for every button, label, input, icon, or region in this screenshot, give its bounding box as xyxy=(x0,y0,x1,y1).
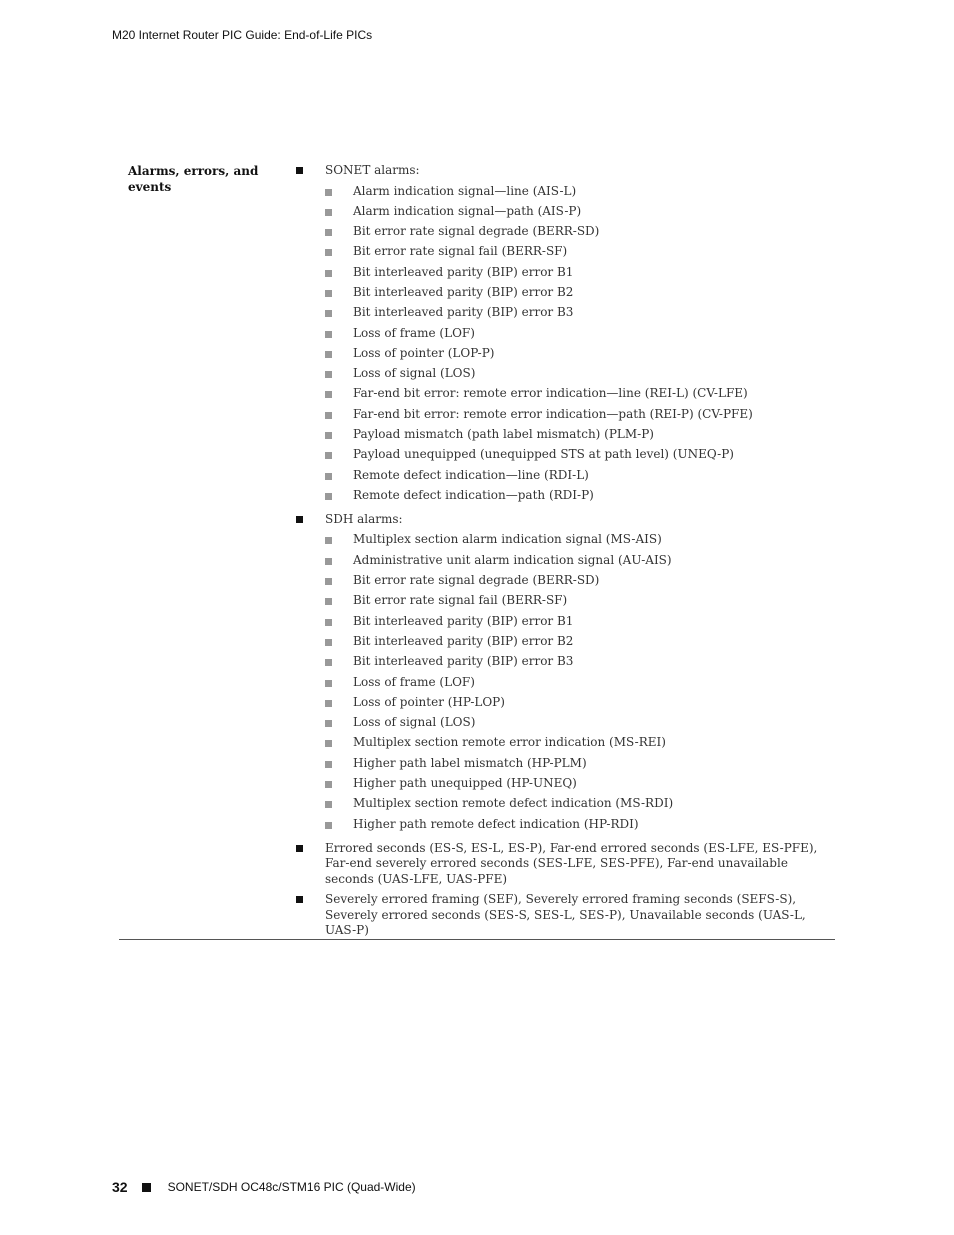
square-bullet-icon xyxy=(325,229,332,236)
square-bullet-icon xyxy=(325,209,332,216)
list-item-errored-seconds: Errored seconds (ES-S, ES-L, ES-P), Far-end errored seconds (ES-LFE, ES-PFE), Far-end severely errored seconds (SES-LFE, SES-PFE), Far-end unavailable seconds (UAS-LFE, UAS-PFE) xyxy=(296,841,836,888)
list-item: Bit error rate signal degrade (BERR-SD) xyxy=(325,573,836,588)
list-item: Bit interleaved parity (BIP) error B3 xyxy=(325,305,836,320)
page-number: 32 xyxy=(112,1179,128,1195)
list-item: Payload mismatch (path label mismatch) (PLM-P) xyxy=(325,427,836,442)
list-item: Loss of signal (LOS) xyxy=(325,366,836,381)
list-item: Loss of frame (LOF) xyxy=(325,675,836,690)
list-item: Far-end bit error: remote error indication—line (REI-L) (CV-LFE) xyxy=(325,386,836,401)
square-bullet-icon xyxy=(325,558,332,565)
list-item: Bit interleaved parity (BIP) error B2 xyxy=(325,634,836,649)
square-bullet-icon xyxy=(325,537,332,544)
square-bullet-icon xyxy=(296,167,303,174)
square-bullet-icon xyxy=(325,249,332,256)
square-bullet-icon xyxy=(325,412,332,419)
list-item: Bit interleaved parity (BIP) error B1 xyxy=(325,265,836,280)
list-item: Far-end bit error: remote error indication—path (REI-P) (CV-PFE) xyxy=(325,407,836,422)
square-bullet-icon xyxy=(325,578,332,585)
list-item: Higher path unequipped (HP-UNEQ) xyxy=(325,776,836,791)
page-footer xyxy=(112,1179,416,1195)
list-item: Alarm indication signal—line (AIS-L) xyxy=(325,184,836,199)
footer-section-title: SONET/SDH OC48c/STM16 PIC (Quad-Wide) xyxy=(167,1180,416,1194)
list-item: Bit interleaved parity (BIP) error B1 xyxy=(325,614,836,629)
list-item: Remote defect indication—line (RDI-L) xyxy=(325,468,836,483)
square-bullet-icon xyxy=(325,761,332,768)
table-bottom-rule xyxy=(119,939,835,940)
sdh-title: SDH alarms: xyxy=(325,511,403,526)
list-item: Bit error rate signal fail (BERR-SF) xyxy=(325,593,836,608)
list-item: Loss of pointer (LOP-P) xyxy=(325,346,836,361)
list-item: Loss of frame (LOF) xyxy=(325,326,836,341)
row-label: Alarms, errors, and events xyxy=(128,164,259,194)
square-bullet-icon xyxy=(325,351,332,358)
square-bullet-icon xyxy=(325,391,332,398)
list-item: Higher path remote defect indication (HP-RDI) xyxy=(325,817,836,832)
square-bullet-icon xyxy=(325,740,332,747)
sonet-title: SONET alarms: xyxy=(325,163,420,177)
square-bullet-icon xyxy=(296,896,303,903)
square-bullet-icon xyxy=(325,659,332,666)
square-bullet-icon xyxy=(325,822,332,829)
square-bullet-icon xyxy=(296,845,303,852)
alarm-list xyxy=(296,163,836,939)
list-item: Bit error rate signal fail (BERR-SF) xyxy=(325,244,836,259)
sdh-alarm-list xyxy=(325,532,836,831)
square-bullet-icon xyxy=(325,639,332,646)
square-bullet-icon xyxy=(325,680,332,687)
square-bullet-icon xyxy=(325,371,332,378)
square-bullet-icon xyxy=(325,619,332,626)
square-bullet-icon xyxy=(296,516,303,523)
square-bullet-icon xyxy=(325,801,332,808)
list-item-sdh xyxy=(296,512,836,832)
list-item: Bit interleaved parity (BIP) error B2 xyxy=(325,285,836,300)
square-bullet-icon xyxy=(325,452,332,459)
square-bullet-icon xyxy=(325,331,332,338)
list-item: Loss of signal (LOS) xyxy=(325,715,836,730)
list-item-sonet xyxy=(296,163,836,503)
square-bullet-icon xyxy=(325,290,332,297)
list-item: Alarm indication signal—path (AIS-P) xyxy=(325,204,836,219)
square-bullet-icon xyxy=(325,270,332,277)
list-item: Higher path label mismatch (HP-PLM) xyxy=(325,756,836,771)
square-bullet-icon xyxy=(325,493,332,500)
square-separator-icon xyxy=(142,1183,151,1192)
list-item: Loss of pointer (HP-LOP) xyxy=(325,695,836,710)
square-bullet-icon xyxy=(325,700,332,707)
sonet-alarm-list xyxy=(325,184,836,503)
list-item: Bit interleaved parity (BIP) error B3 xyxy=(325,654,836,669)
square-bullet-icon xyxy=(325,473,332,480)
square-bullet-icon xyxy=(325,432,332,439)
square-bullet-icon xyxy=(325,598,332,605)
list-item: Payload unequipped (unequipped STS at path level) (UNEQ-P) xyxy=(325,447,836,462)
feature-description xyxy=(296,163,836,944)
square-bullet-icon xyxy=(325,781,332,788)
square-bullet-icon xyxy=(325,189,332,196)
square-bullet-icon xyxy=(325,310,332,317)
list-item: Multiplex section alarm indication signal (MS-AIS) xyxy=(325,532,836,547)
list-item: Multiplex section remote error indication (MS-REI) xyxy=(325,735,836,750)
list-item: Bit error rate signal degrade (BERR-SD) xyxy=(325,224,836,239)
square-bullet-icon xyxy=(325,720,332,727)
running-header: M20 Internet Router PIC Guide: End-of-Life PICs xyxy=(112,28,373,42)
list-item: Administrative unit alarm indication signal (AU-AIS) xyxy=(325,553,836,568)
list-item: Remote defect indication—path (RDI-P) xyxy=(325,488,836,503)
list-item-framing: Severely errored framing (SEF), Severely errored framing seconds (SEFS-S), Severely errored seconds (SES-S, SES-L, SES-P), Unavailable seconds (UAS-L, UAS-P) xyxy=(296,892,836,939)
list-item: Multiplex section remote defect indication (MS-RDI) xyxy=(325,796,836,811)
